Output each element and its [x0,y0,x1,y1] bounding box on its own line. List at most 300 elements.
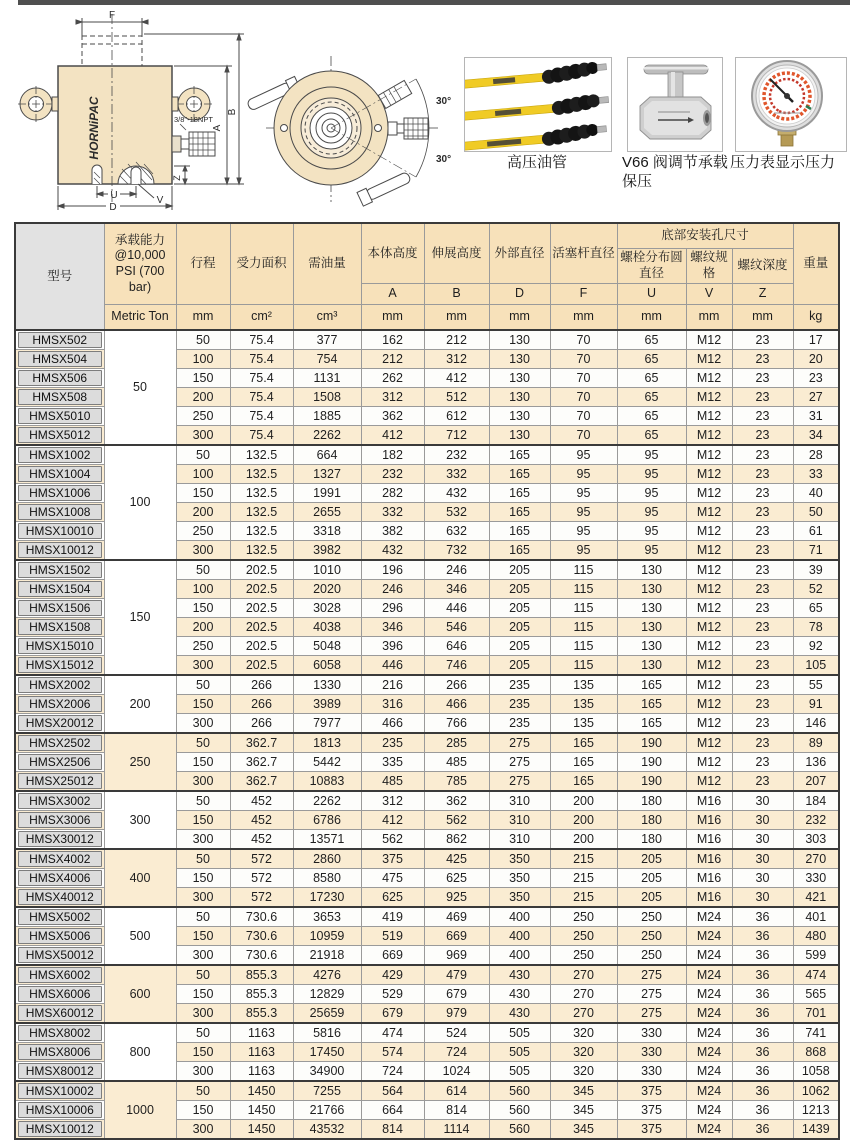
spec-cell: 216 [361,675,424,695]
spec-cell: 75.4 [230,426,293,446]
spec-cell: 2262 [293,426,361,446]
model-number: HMSX2006 [18,696,102,712]
letter-z: Z [732,284,793,305]
model-number: HMSX10010 [18,523,102,539]
spec-cell: 36 [732,1062,793,1082]
spec-row [15,675,839,695]
model-number: HMSX506 [18,370,102,386]
spec-cell: 646 [424,637,489,656]
spec-cell: 23 [732,426,793,446]
spec-cell: 300 [176,830,230,850]
spec-cell: 320 [550,1043,617,1062]
spec-cell: 200 [550,811,617,830]
spec-cell: 275 [489,772,550,792]
model-number: HMSX10006 [18,1102,102,1118]
model-number: HMSX50012 [18,947,102,963]
model-number: HMSX502 [18,332,102,348]
model-number: HMSX15010 [18,638,102,654]
spec-cell: 3982 [293,541,361,561]
spec-cell: 1058 [793,1062,839,1082]
spec-cell: 23 [732,503,793,522]
model-number: HMSX30012 [18,831,102,847]
spec-cell: M24 [686,1043,732,1062]
spec-cell: 23 [732,599,793,618]
spec-cell: 43532 [293,1120,361,1140]
spec-cell: 23 [732,637,793,656]
spec-cell: 23 [732,772,793,792]
model-cell [15,849,104,869]
spec-cell: 115 [550,618,617,637]
spec-cell: 512 [424,388,489,407]
spec-cell: 266 [230,675,293,695]
spec-cell: 746 [424,656,489,676]
spec-cell: 475 [361,869,424,888]
spec-cell: 300 [176,426,230,446]
spec-cell: 50 [793,503,839,522]
spec-cell: 724 [424,1043,489,1062]
spec-cell: 132.5 [230,541,293,561]
spec-cell: 165 [489,503,550,522]
spec-cell: 412 [361,426,424,446]
spec-cell: 132.5 [230,484,293,503]
spec-cell: 432 [424,484,489,503]
model-cell [15,985,104,1004]
spec-cell: 235 [489,675,550,695]
spec-cell: 412 [361,811,424,830]
spec-cell: 23 [732,675,793,695]
spec-cell: 95 [550,445,617,465]
capacity-cell: 600 [104,965,176,1023]
model-cell [15,426,104,446]
model-cell [15,1120,104,1140]
letter-d: D [489,284,550,305]
model-number: HMSX1008 [18,504,102,520]
spec-cell: 23 [732,656,793,676]
spec-cell: 7255 [293,1081,361,1101]
spec-cell: 232 [424,445,489,465]
spec-cell: 375 [361,849,424,869]
spec-cell: 4038 [293,618,361,637]
spec-cell: 2262 [293,791,361,811]
model-number: HMSX15012 [18,657,102,673]
spec-cell: 190 [617,772,686,792]
spec-cell: 1024 [424,1062,489,1082]
spec-cell: 969 [424,946,489,966]
spec-cell: M12 [686,675,732,695]
spec-cell: 65 [617,407,686,426]
spec-cell: 1330 [293,675,361,695]
spec-cell: 560 [489,1081,550,1101]
spec-cell: 205 [489,560,550,580]
spec-cell: 146 [793,714,839,734]
spec-cell: 266 [230,695,293,714]
spec-cell: 730.6 [230,946,293,966]
header-outer-dia: 外部直径 [489,223,550,284]
cylinder-top-view-drawing [238,38,464,218]
spec-cell: 184 [793,791,839,811]
spec-cell: 132.5 [230,503,293,522]
spec-cell: 23 [732,407,793,426]
spec-cell: 132.5 [230,445,293,465]
spec-cell: 190 [617,753,686,772]
spec-cell: 3028 [293,599,361,618]
header-model: 型号 [15,223,104,330]
spec-cell: 205 [489,580,550,599]
model-cell [15,407,104,426]
spec-cell: 572 [230,869,293,888]
spec-cell: 400 [489,946,550,966]
capacity-cell: 100 [104,445,176,560]
spec-row [15,1081,839,1101]
spec-cell: M24 [686,1004,732,1024]
spec-cell: 300 [176,656,230,676]
model-cell [15,927,104,946]
unit-u: mm [617,305,686,331]
spec-cell: 23 [732,541,793,561]
spec-cell: 215 [550,888,617,908]
spec-cell: 572 [230,888,293,908]
spec-cell: M24 [686,1023,732,1043]
spec-cell: 36 [732,1081,793,1101]
spec-cell: 92 [793,637,839,656]
spec-cell: 95 [550,503,617,522]
spec-cell: M24 [686,1120,732,1140]
model-cell [15,350,104,369]
spec-cell: 505 [489,1062,550,1082]
spec-cell: 23 [732,560,793,580]
spec-cell: 200 [176,388,230,407]
spec-cell: 205 [617,849,686,869]
header-oil: 需油量 [293,223,361,305]
spec-cell: 469 [424,907,489,927]
spec-cell: 36 [732,1023,793,1043]
dim-v-label: V [156,195,164,206]
model-number: HMSX5012 [18,427,102,443]
spec-cell: 560 [489,1101,550,1120]
spec-cell: 205 [489,656,550,676]
spec-cell: 165 [489,445,550,465]
spec-cell: 95 [550,484,617,503]
spec-cell: 1450 [230,1101,293,1120]
spec-cell: 150 [176,369,230,388]
spec-cell: 65 [617,388,686,407]
spec-cell: 4276 [293,965,361,985]
spec-cell: 105 [793,656,839,676]
spec-cell: 95 [617,465,686,484]
spec-cell: 130 [617,580,686,599]
capacity-cell: 250 [104,733,176,791]
spec-cell: 70 [550,426,617,446]
spec-cell: 165 [550,772,617,792]
spec-cell: 275 [489,733,550,753]
spec-cell: 70 [550,350,617,369]
spec-cell: 180 [617,811,686,830]
spec-cell: 50 [176,330,230,350]
spec-cell: 614 [424,1081,489,1101]
spec-cell: 419 [361,907,424,927]
spec-cell: 2020 [293,580,361,599]
spec-cell: 180 [617,830,686,850]
spec-cell: 701 [793,1004,839,1024]
spec-cell: 196 [361,560,424,580]
spec-cell: 377 [293,330,361,350]
spec-cell: 39 [793,560,839,580]
spec-cell: 65 [617,426,686,446]
dim-f-label: F [108,10,116,21]
spec-cell: 266 [230,714,293,734]
hose-photo [464,57,612,152]
spec-cell: 50 [176,1023,230,1043]
header-thread-depth: 螺纹深度 [732,249,793,284]
spec-cell: M12 [686,772,732,792]
spec-cell: 135 [550,675,617,695]
model-number: HMSX1006 [18,485,102,501]
unit-d: mm [489,305,550,331]
header-capacity: 承载能力 @10,000 PSI (700 bar) [104,223,176,305]
spec-cell: 130 [617,599,686,618]
spec-cell: 754 [293,350,361,369]
spec-cell: 33 [793,465,839,484]
spec-cell: 70 [550,369,617,388]
model-number: HMSX10002 [18,1083,102,1099]
unit-stroke: mm [176,305,230,331]
spec-cell: 50 [176,907,230,927]
model-cell [15,1004,104,1024]
spec-cell: 430 [489,1004,550,1024]
spec-cell: 202.5 [230,656,293,676]
spec-cell: M12 [686,714,732,734]
spec-cell: 452 [230,791,293,811]
spec-cell: 250 [617,946,686,966]
spec-cell: 285 [424,733,489,753]
spec-cell: 150 [176,599,230,618]
page-top-rule [18,0,850,5]
dim-b-label: B [227,108,238,116]
unit-weight: kg [793,305,839,331]
letter-a: A [361,284,424,305]
spec-cell: 2860 [293,849,361,869]
model-cell [15,503,104,522]
spec-cell: 246 [424,560,489,580]
model-cell [15,560,104,580]
spec-cell: M24 [686,965,732,985]
spec-cell: 632 [424,522,489,541]
spec-cell: 23 [732,484,793,503]
spec-cell: 1163 [230,1043,293,1062]
model-number: HMSX508 [18,389,102,405]
spec-cell: 182 [361,445,424,465]
spec-cell: 446 [361,656,424,676]
spec-cell: 350 [489,869,550,888]
spec-cell: M24 [686,985,732,1004]
model-cell [15,330,104,350]
spec-cell: 345 [550,1120,617,1140]
cylinder-side-view-drawing [8,6,244,218]
spec-cell: 1327 [293,465,361,484]
spec-cell: 250 [176,407,230,426]
model-number: HMSX504 [18,351,102,367]
spec-cell: 36 [732,965,793,985]
spec-cell: 572 [230,849,293,869]
valve-caption: V66 阀调节承载保压 [622,154,728,190]
spec-cell: 855.3 [230,1004,293,1024]
spec-cell: 212 [424,330,489,350]
spec-cell: M16 [686,791,732,811]
hose-illustration [465,58,611,151]
spec-cell: M12 [686,330,732,350]
header-rod-dia: 活塞杆直径 [550,223,617,284]
spec-cell: 75.4 [230,330,293,350]
spec-cell: 362.7 [230,772,293,792]
spec-cell: 36 [732,927,793,946]
spec-cell: 165 [489,484,550,503]
spec-cell: 202.5 [230,618,293,637]
spec-cell: 132.5 [230,465,293,484]
spec-cell: 20 [793,350,839,369]
model-number: HMSX1502 [18,562,102,578]
header-bolt-circle: 螺栓分布圆直径 [617,249,686,284]
spec-cell: 212 [361,350,424,369]
spec-cell: 382 [361,522,424,541]
spec-cell: 130 [489,350,550,369]
spec-cell: 136 [793,753,839,772]
model-cell [15,1023,104,1043]
unit-b: mm [424,305,489,331]
spec-cell: 95 [617,522,686,541]
spec-cell: 275 [617,985,686,1004]
gauge-caption: 压力表显示压力 [730,154,836,171]
model-number: HMSX5010 [18,408,102,424]
spec-cell: 6058 [293,656,361,676]
spec-cell: 200 [550,830,617,850]
gauge-photo [735,57,847,152]
spec-cell: 36 [732,1101,793,1120]
spec-cell: 350 [489,849,550,869]
spec-cell: 23 [732,522,793,541]
model-number: HMSX10012 [18,1121,102,1137]
spec-cell: 75.4 [230,388,293,407]
spec-cell: 345 [550,1101,617,1120]
model-cell [15,637,104,656]
spec-cell: 1439 [793,1120,839,1140]
spec-cell: 70 [550,330,617,350]
spec-cell: 300 [176,541,230,561]
spec-cell: 205 [489,599,550,618]
spec-cell: 625 [361,888,424,908]
spec-cell: 65 [617,350,686,369]
dim-a-label: A [212,124,223,132]
spec-cell: 296 [361,599,424,618]
spec-cell: 1062 [793,1081,839,1101]
spec-cell: 65 [793,599,839,618]
spec-cell: 135 [550,695,617,714]
spec-cell: M12 [686,733,732,753]
spec-cell: 332 [361,503,424,522]
header-weight: 重量 [793,223,839,305]
spec-cell: 312 [361,388,424,407]
spec-cell: 150 [176,484,230,503]
spec-cell: 17450 [293,1043,361,1062]
spec-cell: 65 [617,369,686,388]
spec-cell: 165 [617,695,686,714]
spec-cell: 235 [489,695,550,714]
spec-cell: 150 [176,927,230,946]
spec-cell: 330 [617,1062,686,1082]
capacity-cell: 50 [104,330,176,445]
spec-cell: 40 [793,484,839,503]
spec-cell: M24 [686,927,732,946]
header-thread-spec: 螺纹规格 [686,249,732,284]
spec-cell: 165 [489,465,550,484]
spec-cell: 330 [617,1023,686,1043]
spec-cell: 215 [550,869,617,888]
spec-cell: M12 [686,695,732,714]
model-cell [15,522,104,541]
spec-cell: 480 [793,927,839,946]
spec-cell: 165 [489,541,550,561]
spec-cell: 150 [176,695,230,714]
spec-cell: 23 [732,695,793,714]
spec-cell: 23 [732,580,793,599]
spec-cell: 412 [424,369,489,388]
spec-cell: M12 [686,580,732,599]
spec-cell: 12829 [293,985,361,1004]
model-cell [15,888,104,908]
spec-cell: 362 [361,407,424,426]
spec-cell: 50 [176,791,230,811]
spec-cell: M16 [686,811,732,830]
spec-cell: 612 [424,407,489,426]
spec-cell: 17230 [293,888,361,908]
spec-cell: 130 [489,369,550,388]
spec-cell: 10959 [293,927,361,946]
header-area: 受力面积 [230,223,293,305]
model-number: HMSX2502 [18,735,102,751]
spec-cell: 115 [550,637,617,656]
spec-cell: 669 [424,927,489,946]
model-number: HMSX60012 [18,1005,102,1021]
spec-cell: 724 [361,1062,424,1082]
spec-cell: 28 [793,445,839,465]
spec-cell: M12 [686,369,732,388]
spec-cell: 362.7 [230,733,293,753]
spec-cell: 474 [793,965,839,985]
spec-cell: 335 [361,753,424,772]
spec-cell: M12 [686,350,732,369]
spec-cell: 23 [732,369,793,388]
spec-cell: 300 [176,714,230,734]
spec-cell: 270 [550,985,617,1004]
spec-cell: 925 [424,888,489,908]
spec-cell: 266 [424,675,489,695]
spec-cell: 466 [361,714,424,734]
spec-cell: 345 [550,1081,617,1101]
spec-cell: 375 [617,1081,686,1101]
model-number: HMSX3006 [18,812,102,828]
spec-cell: 10883 [293,772,361,792]
spec-cell: 205 [489,618,550,637]
spec-cell: 205 [617,888,686,908]
spec-cell: 75.4 [230,369,293,388]
spec-cell: 36 [732,1120,793,1140]
unit-a: mm [361,305,424,331]
model-cell [15,618,104,637]
spec-cell: 130 [489,330,550,350]
spec-cell: 130 [489,407,550,426]
spec-cell: 1213 [793,1101,839,1120]
spec-cell: 432 [361,541,424,561]
spec-cell: 8580 [293,869,361,888]
